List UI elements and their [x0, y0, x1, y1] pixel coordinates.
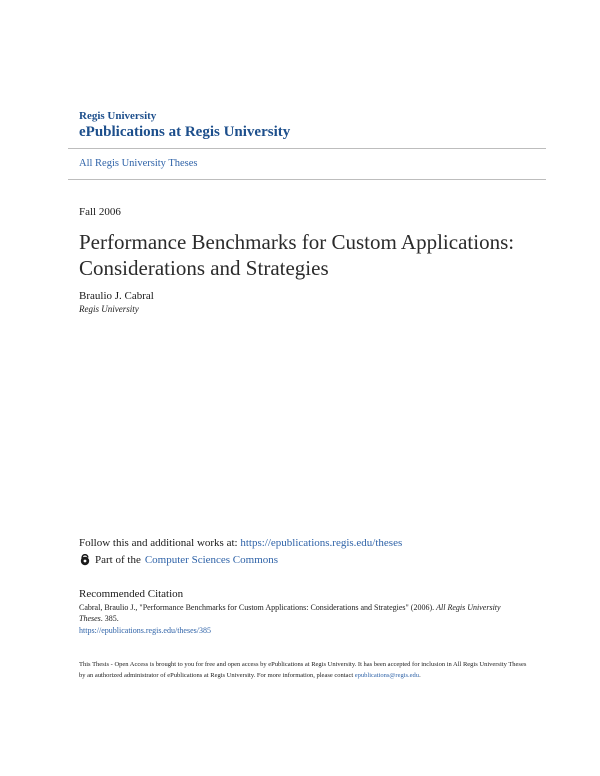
collection-link[interactable]: All Regis University Theses: [79, 158, 198, 169]
citation-collection: All Regis University Theses: [79, 603, 501, 623]
header-divider-bottom: [68, 179, 546, 180]
part-of-line: [79, 553, 278, 567]
author-affiliation: Regis University: [79, 304, 139, 314]
follow-label: Follow this and additional works at:: [79, 537, 238, 549]
citation-text: [79, 602, 519, 624]
citation-heading: Recommended Citation: [79, 588, 184, 600]
discipline-link[interactable]: Computer Sciences Commons: [144, 554, 279, 566]
paper-title: Performance Benchmarks for Custom Applications: Considerations and Strategies: [79, 230, 515, 280]
part-of-label: Part of the: [95, 554, 141, 566]
author-name: Braulio J. Cabral: [79, 290, 154, 302]
publication-date: Fall 2006: [79, 206, 121, 218]
institution-name: Regis University: [79, 110, 157, 122]
notice-end: .: [419, 672, 421, 679]
follow-line: [79, 537, 402, 550]
header-divider-top: [68, 148, 546, 149]
access-notice: [79, 659, 529, 681]
notice-text: This Thesis - Open Access is brought to you for free and open access by ePublications at Regis University. It has been accepted for inclusion in All Regis University Theses by an authorized administrator of ePublications at Regis University. For more information, please contact: [79, 661, 527, 679]
repository-link[interactable]: ePublications at Regis University: [79, 124, 291, 140]
citation-main: Cabral, Braulio J., "Performance Benchmarks for Custom Applications: Considerations and Strategies" (2006).: [79, 603, 435, 612]
citation-url-link[interactable]: https://epublications.regis.edu/theses/385: [79, 626, 211, 635]
follow-url-link[interactable]: https://epublications.regis.edu/theses: [240, 537, 403, 549]
open-access-icon: [79, 554, 91, 566]
contact-email-link[interactable]: epublications@regis.edu: [354, 672, 420, 679]
citation-end: . 385.: [100, 614, 119, 623]
